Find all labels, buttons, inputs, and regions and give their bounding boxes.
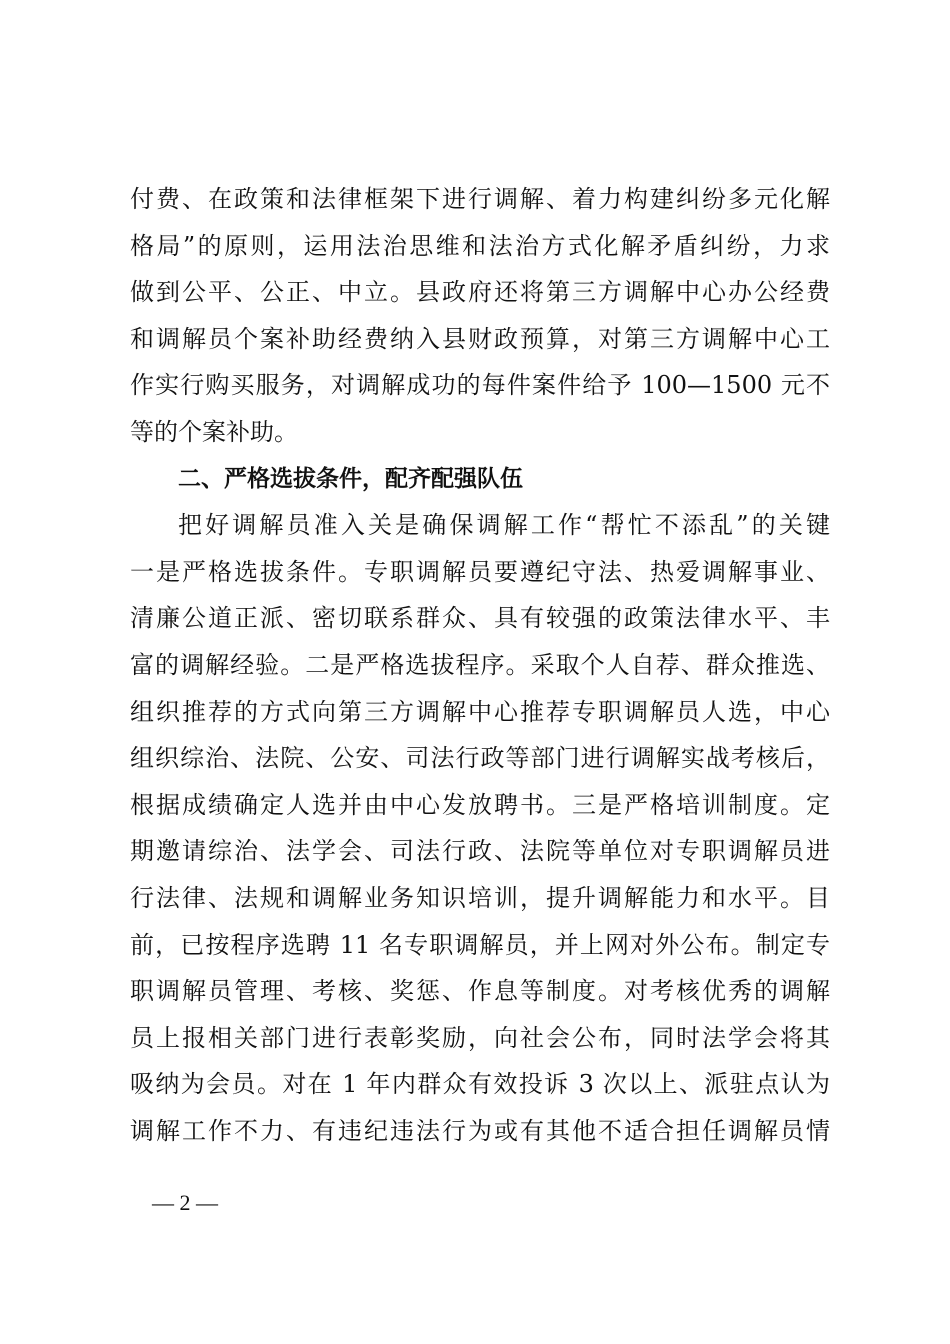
text-line: 调解工作不力、有违纪违法行为或有其他不适合担任调解员情	[130, 1116, 830, 1145]
text-line: 组织推荐的方式向第三方调解中心推荐专职调解员人选，中心	[130, 697, 830, 726]
text-line: 等的个案补助。	[130, 417, 298, 446]
text-line: 职调解员管理、考核、奖惩、作息等制度。对考核优秀的调解	[130, 977, 830, 1006]
page-number: — 2 —	[152, 1190, 218, 1215]
section-heading: 二、严格选拔条件，配齐配强队伍	[178, 465, 523, 492]
text-line: 和调解员个案补助经费纳入县财政预算，对第三方调解中心工	[130, 324, 830, 353]
text-line: 吸纳为会员。对在 1 年内群众有效投诉 3 次以上、派驻点认为	[130, 1070, 830, 1099]
text-line: 清廉公道正派、密切联系群众、具有较强的政策法律水平、丰	[130, 604, 830, 633]
paragraph-1	[130, 176, 830, 456]
text-line: 行法律、法规和调解业务知识培训，提升调解能力和水平。目	[130, 883, 830, 912]
text-line: 期邀请综治、法学会、司法行政、法院等单位对专职调解员进	[130, 837, 830, 866]
text-line: 组织综治、法院、公安、司法行政等部门进行调解实战考核后，	[130, 744, 830, 773]
text-line: 付费、在政策和法律框架下进行调解、着力构建纠纷多元化解	[130, 185, 830, 213]
text-line: 把好调解员准入关是确保调解工作“帮忙不添乱”的关键	[178, 511, 830, 540]
document-body	[130, 176, 830, 1154]
text-line: 前，已按程序选聘 11 名专职调解员，并上网对外公布。制定专	[130, 930, 830, 959]
text-line: 富的调解经验。二是严格选拔程序。采取个人自荐、群众推选、	[130, 650, 830, 679]
text-line: 做到公平、公正、中立。县政府还将第三方调解中心办公经费	[130, 278, 830, 307]
text-line: 员上报相关部门进行表彰奖励，向社会公布，同时法学会将其	[130, 1023, 830, 1052]
text-line: 格局”的原则，运用法治思维和法治方式化解矛盾纠纷，力求	[130, 231, 830, 260]
text-line: 作实行购买服务，对调解成功的每件案件给予 100—1500 元不	[130, 371, 830, 400]
paragraph-2	[130, 502, 830, 1154]
text-line: 一是严格选拔条件。专职调解员要遵纪守法、热爱调解事业、	[130, 557, 830, 586]
text-line: 根据成绩确定人选并由中心发放聘书。三是严格培训制度。定	[130, 790, 830, 819]
